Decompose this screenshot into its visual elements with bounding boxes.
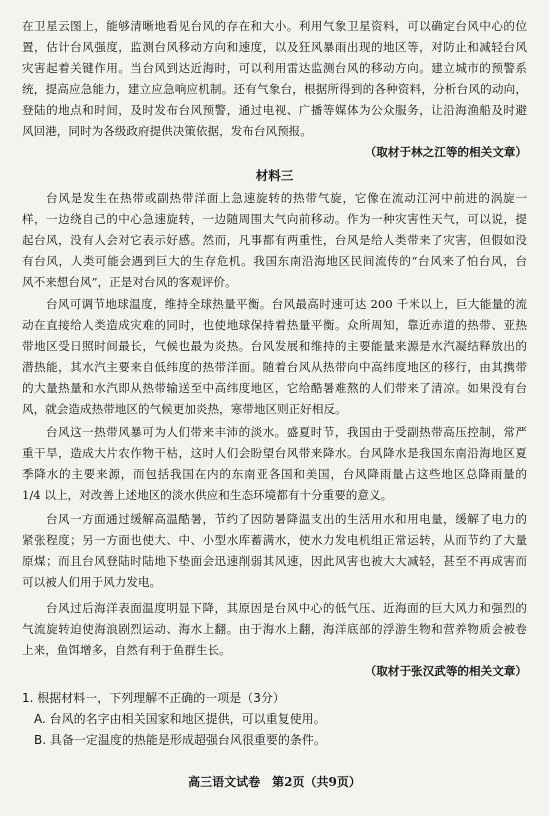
para5-line-1: 台风过后海洋表面温度明显下降，其原因是台风中心的低气压、近海面的巨大风力和强烈的 [46, 601, 527, 615]
intro-line-3: 灾害起着关键作用。当台风到达近海时，可以利用雷达监测台风的移动方向。建立城市的预警系 [22, 61, 527, 75]
para2-line-1: 台风可调节地球温度，维持全球热量平衡。台风最高时速可达 200 千米以上，巨大能量的流 [46, 297, 527, 311]
intro-line-4: 统，提高应急能力，建立应急响应机制。还有气象台，根据所得到的各种资料，分析台风的动向， [22, 82, 527, 96]
para2-line-4: 潜热能，其水汽主要来自低纬度的热带洋面。随着台风从热带向中高纬度地区的移行，由其携带 [22, 360, 527, 374]
para2-line-2: 动在直接给人类造成灾难的同时，也使地球保持着热量平衡。众所周知，靠近赤道的热带、亚热 [22, 318, 527, 332]
source-citation-2: （取材于张汉武等的相关文章） [364, 664, 527, 678]
para1-line-2: 样，一边绕自己的中心急速旋转，一边随周围大气向前移动。作为一种灾害性天气，可以说，提 [22, 212, 527, 226]
intro-line-5: 登陆的地点和时间，及时发布台风预警，通过电视、广播等媒体为公众服务，让沿海渔船及时避 [22, 103, 527, 117]
para2-line-3: 带地区受日照时间最长，气候也最为炎热。台风发展和维持的主要能量来源是水汽凝结释放出的 [22, 339, 527, 353]
para1-line-3: 起台风，没有人会对它表示好感。然而，凡事都有两重性，台风是给人类带来了灾害，但假如没 [22, 233, 527, 247]
para4-line-1: 台风一方面通过缓解高温酷暑，节约了因防暑降温支出的生活用水和用电量，缓解了电力的 [46, 512, 527, 526]
para1-line-5: 风不来想台风”，正是对台风的客观评价。 [22, 275, 237, 289]
question-1-option-b: B. 具备一定温度的热能是形成超强台风很重要的条件。 [34, 733, 326, 747]
page-footer: 高三语文试卷 第2页（共9页） [188, 775, 361, 789]
para3-line-3: 季降水的主要来源，而包括我国在内的东南亚各国和美国，台风降雨量占这些地区总降雨量的 [22, 467, 527, 481]
para3-line-4: 1/4 以上，对改善上述地区的淡水供应和生态环境都有十分重要的意义。 [22, 488, 393, 502]
para1-line-1: 台风是发生在热带或副热带洋面上急速旋转的热带气旋，它像在流动江河中前进的涡旋一 [46, 191, 527, 205]
question-1-option-a: A. 台风的名字由相关国家和地区提供，可以重复使用。 [34, 712, 326, 726]
para5-line-2: 气流旋转迫使海浪剧烈运动、海水上翻。由于海水上翻，海洋底部的浮游生物和营养物质会被卷 [22, 622, 527, 636]
para4-line-4: 可以被人们用于风力发电。 [22, 575, 162, 589]
para1-line-4: 有台风，人类可能会遇到巨大的生存危机。我国东南沿海地区民间流传的“台风来了怕台风，台 [22, 254, 527, 268]
para2-line-6: 风，就会造成热带地区的气候更加炎热，寒带地区则正好相反。 [22, 402, 347, 416]
para4-line-2: 紧张程度；另一方面也使大、中、小型水库蓄满水，使水力发电机组正常运转，从而节约了大量 [22, 533, 527, 547]
para4-line-3: 原煤；而且台风登陆时陆地下垫面会迅速削弱其风速，因此风害也被大大减轻，甚至不再成害而 [22, 554, 527, 568]
para3-line-2: 重干旱，造成大片农作物干枯，这时人们会盼望台风带来降水。台风降水是我国东南沿海地区夏 [22, 446, 527, 460]
source-citation-1: （取材于林之江等的相关文章） [364, 145, 527, 159]
para2-line-5: 的大量热量和水汽即从热带输送至中高纬度地区，它给酷暑难熬的人们带来了清凉。如果没有台 [22, 381, 527, 395]
intro-line-6: 风回港，同时为各级政府提供决策依据，发布台风预报。 [22, 124, 312, 138]
question-1-stem: 1. 根据材料一，下列理解不正确的一项是（3分） [22, 691, 285, 705]
para3-line-1: 台风这一热带风暴可为人们带来丰沛的淡水。盛夏时节，我国由于受副热带高压控制，常严 [46, 425, 527, 439]
intro-line-1: 在卫星云图上，能够清晰地看见台风的存在和大小。利用气象卫星资料，可以确定台风中心的位 [22, 19, 527, 33]
para5-line-3: 上来，鱼饵增多，自然有利于鱼群生长。 [22, 643, 231, 657]
material-3-heading: 材料三 [255, 168, 294, 183]
intro-line-2: 置，估计台风强度，监测台风移动方向和速度，以及狂风暴雨出现的地区等，对防止和减轻台风 [22, 40, 527, 54]
